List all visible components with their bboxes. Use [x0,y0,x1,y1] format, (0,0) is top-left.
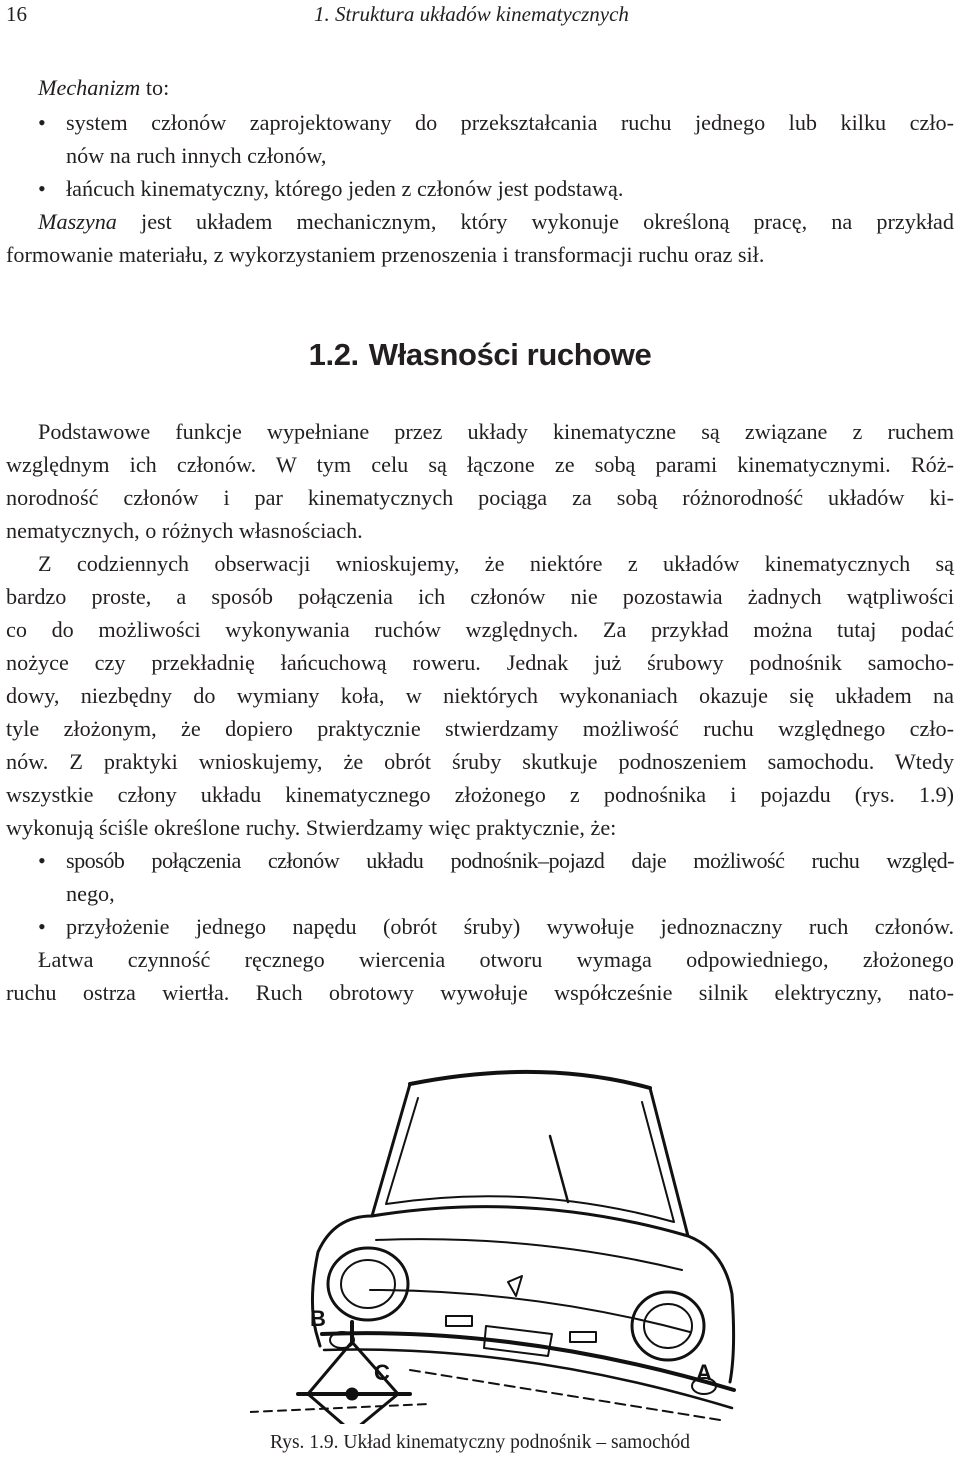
section-title: Własności ruchowe [368,337,652,372]
bullet-item-1-line-2: nów na ruch innych członów, [66,143,327,168]
page-number: 16 [6,2,27,26]
bullet-item-3-line-1: sposób połączenia członów układu podnośnik–pojazd daje możliwość ruchu względ- [66,848,954,873]
bullet-item-2: łańcuch kinematyczny, którego jeden z członów jest podstawą. [66,176,624,201]
body-line: nów. Z praktyki wnioskujemy, że obrót śruby skutkuje podnoszeniem samochodu. Wtedy [6,749,954,774]
figure-caption: Rys. 1.9. Układ kinematyczny podnośnik – samochód [269,1432,691,1453]
point-label-a: A [696,1360,712,1385]
running-head [0,2,960,30]
maszyna-definition-line-1: Maszyna jest układem mechanicznym, który wykonuje określoną pracę, na przykład [38,209,954,234]
bullet-item-1-line-1: system członów zaprojektowany do przekształcania ruchu jednego lub kilku czło- [66,110,954,135]
bullet-item-4: przyłożenie jednego napędu (obrót śruby) wywołuje jednoznaczny ruch członów. [66,914,954,939]
body-line: tyle złożonym, że dopiero praktycznie stwierdzamy możliwość ruchu względnego czło- [6,716,954,741]
body-line: Łatwa czynność ręcznego wiercenia otworu wymaga odpowiedniego, złożonego [38,947,954,972]
figure-point-labels [310,1306,712,1385]
section-heading [0,333,960,377]
maszyna-term: Maszyna [38,209,117,234]
bullet-marker: • [38,848,46,873]
body-line: nożyce czy przekładnię łańcuchową roweru. Jednak już śrubowy podnośnik samocho- [6,650,954,675]
mechanizm-term: Mechanizm [38,75,141,100]
body-line: Z codziennych obserwacji wnioskujemy, że niektóre z układów kinematycznych są [38,551,954,576]
body-line: ruchu ostrza wiertła. Ruch obrotowy wywołuje współcześnie silnik elektryczny, nato- [6,980,954,1005]
bullet-marker: • [38,110,46,135]
chapter-title: 1. Struktura układów kinematycznych [314,2,629,26]
body-line: dowy, niezbędny do wymiany koła, w niektórych wykonaniach okazuje się układem na [6,683,954,708]
point-label-c: C [374,1360,390,1385]
body-line: względnym ich członów. W tym celu są łączone ze sobą parami kinematycznymi. Róż- [6,452,954,477]
body-line: norodność członów i par kinematycznych pociąga za sobą różnorodność układów ki- [6,485,954,510]
section-number: 1.2. [308,337,359,372]
body-line: nematycznych, o różnych własnościach. [6,518,363,543]
point-label-b: B [310,1306,326,1331]
maszyna-definition-line-2: formowanie materiału, z wykorzystaniem przenoszenia i transformacji ruchu oraz sił. [6,242,765,267]
body-line: bardzo proste, a sposób połączenia ich członów nie pozostawia żadnych wątpliwości [6,584,954,609]
body-line: Podstawowe funkcje wypełniane przez układy kinematyczne są związane z ruchem [38,419,954,444]
body-line: co do możliwości wykonywania ruchów względnych. Za przykład można tutaj podać [6,617,954,642]
bullet-marker: • [38,914,46,939]
body-line: wykonują ściśle określone ruchy. Stwierdzamy więc praktycznie, że: [6,815,617,840]
body-line: wszystkie człony układu kinematycznego złożonego z podnośnika i pojazdu (rys. 1.9) [6,782,954,807]
bullet-item-3-line-2: nego, [66,881,115,906]
car-drawing [312,1072,734,1408]
mechanizm-definition: Mechanizm to: [38,75,170,100]
bullet-marker: • [38,176,46,201]
car-jack-illustration [250,1064,750,1424]
